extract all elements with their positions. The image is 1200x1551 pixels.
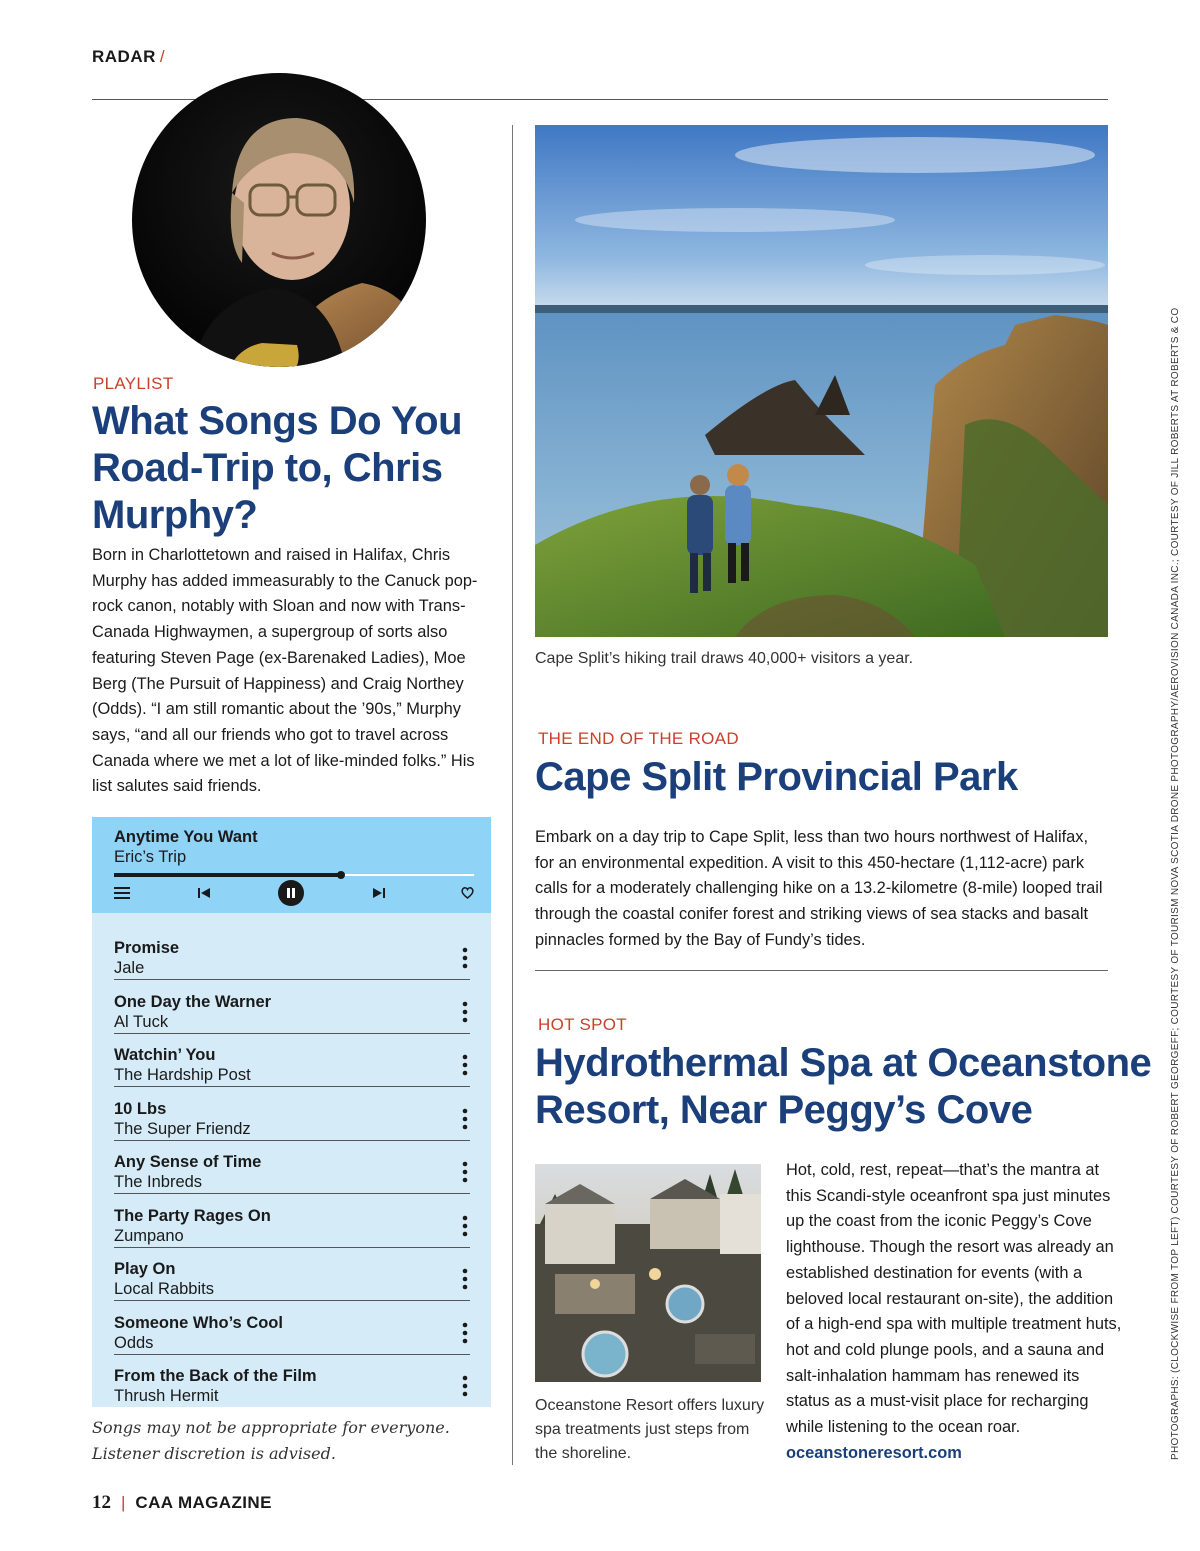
oceanstone-link[interactable]: oceanstoneresort.com	[786, 1443, 962, 1462]
heart-icon[interactable]	[457, 880, 477, 906]
more-vertical-icon[interactable]	[462, 1374, 468, 1398]
more-vertical-icon[interactable]	[462, 1214, 468, 1238]
track-row[interactable]	[114, 1354, 470, 1407]
page-number: 12	[92, 1492, 111, 1513]
track-artist: Odds	[114, 1333, 154, 1352]
photo-credit: PHOTOGRAPHS: (CLOCKWISE FROM TOP LEFT) COURTESY OF ROBERT GEORGEFF; COURTESY OF TOURISM NOVA SCOTIA DRONE PHOTOGRAPHY/AEROVISION CANADA INC.; COURTESY OF JILL ROBERTS AT ROBERTS & CO	[1170, 307, 1181, 1460]
cape-split-kicker: THE END OF THE ROAD	[538, 729, 739, 748]
track-row[interactable]	[114, 1033, 470, 1086]
track-artist: Jale	[114, 959, 145, 977]
playlist-disclaimer: Songs may not be appropriate for everyone. Listener discretion is advised.	[92, 1418, 450, 1463]
track-artist: The Inbreds	[114, 1173, 203, 1191]
cape-split-photo	[535, 125, 1108, 637]
track-title: One Day the Warner	[114, 992, 272, 1011]
hot-spot-kicker: HOT SPOT	[538, 1015, 627, 1034]
track-title: From the Back of the Film	[114, 1367, 317, 1385]
page-footer	[92, 1492, 272, 1514]
track-row[interactable]	[114, 1247, 470, 1300]
track-row[interactable]	[114, 926, 470, 979]
footer-separator: |	[121, 1493, 126, 1512]
playlist-kicker: PLAYLIST	[93, 374, 174, 393]
now-playing-title: Anytime You Want	[114, 828, 258, 846]
track-row[interactable]	[114, 1301, 470, 1354]
next-icon[interactable]	[369, 880, 389, 906]
pause-icon[interactable]	[277, 880, 305, 906]
track-artist: Zumpano	[114, 1226, 184, 1245]
section-label	[92, 47, 165, 67]
previous-icon[interactable]	[194, 880, 214, 906]
track-artist: The Super Friendz	[114, 1119, 251, 1138]
oceanstone-photo	[535, 1164, 761, 1382]
more-vertical-icon[interactable]	[462, 1107, 468, 1131]
track-title: The Party Rages On	[114, 1206, 271, 1225]
section-rule	[535, 970, 1108, 971]
more-vertical-icon[interactable]	[462, 946, 468, 970]
hot-spot-body	[786, 1158, 1126, 1466]
more-vertical-icon[interactable]	[462, 1160, 468, 1184]
track-row[interactable]	[114, 1140, 470, 1193]
menu-icon[interactable]	[112, 880, 132, 906]
magazine-name: CAA MAGAZINE	[135, 1493, 272, 1512]
oceanstone-caption: Oceanstone Resort offers luxury spa treatments just steps from the shoreline.	[535, 1397, 765, 1462]
cape-split-caption: Cape Split’s hiking trail draws 40,000+ visitors a year.	[535, 650, 914, 667]
hot-spot-headline: Hydrothermal Spa at Oceanstone Resort, Near Peggy’s Cove	[535, 1041, 1152, 1132]
more-vertical-icon[interactable]	[462, 1053, 468, 1077]
track-title: Promise	[114, 939, 180, 957]
more-vertical-icon[interactable]	[462, 1000, 468, 1024]
more-vertical-icon[interactable]	[462, 1321, 468, 1345]
cape-split-headline: Cape Split Provincial Park	[535, 755, 1018, 799]
track-row[interactable]	[114, 1194, 470, 1247]
track-artist: Local Rabbits	[114, 1280, 214, 1298]
track-row[interactable]	[114, 980, 470, 1033]
progress-handle[interactable]	[337, 871, 345, 879]
track-title: Any Sense of Time	[114, 1153, 262, 1171]
track-title: Watchin’ You	[114, 1046, 216, 1064]
playlist-body: Born in Charlottetown and raised in Halifax, Chris Murphy has added immeasurably to the Canuck pop-rock canon, notably with Sloan and now with Trans-Canada Highwaymen, a supergroup of sorts also featuring Steven Page (ex-Barenaked Ladies), Moe Berg (The Pursuit of Happiness) and Craig Northey (Odds). “I am still romantic about the ’90s,” Murphy says, “and all our friends who got to travel across Canada where we met a lot of like-minded folks.” His list salutes said friends.	[92, 546, 478, 796]
progress-fill	[114, 873, 341, 877]
column-divider	[512, 125, 513, 1465]
track-artist: Al Tuck	[114, 1012, 169, 1031]
playlist-headline: What Songs Do You Road-Trip to, Chris Murphy?	[92, 399, 462, 537]
now-playing-artist: Eric’s Trip	[114, 848, 187, 866]
hot-spot-body-text: Hot, cold, rest, repeat—that’s the mantra at this Scandi-style oceanfront spa just minutes up the coast from the iconic Peggy’s Cove lighthouse. Though the resort was already an established destination for events (with a beloved local restaurant on-site), the addition of a high-end spa with multiple treatment huts, hot and cold plunge pools, and a sauna and salt-inhalation hammam has renewed its status as a must-visit place for recharging while listening to the ocean roar.	[786, 1161, 1122, 1437]
track-title: Play On	[114, 1260, 176, 1278]
portrait-photo	[132, 73, 426, 367]
section-name: RADAR	[92, 47, 156, 66]
track-title: 10 Lbs	[114, 1099, 167, 1118]
track-artist: The Hardship Post	[114, 1066, 251, 1084]
section-slash: /	[159, 47, 166, 66]
track-row[interactable]	[114, 1087, 470, 1140]
more-vertical-icon[interactable]	[462, 1267, 468, 1291]
track-artist: Thrush Hermit	[114, 1387, 219, 1405]
track-title: Someone Who’s Cool	[114, 1313, 283, 1332]
cape-split-body: Embark on a day trip to Cape Split, less than two hours northwest of Halifax, for an environmental expedition. A visit to this 450-hectare (1,112-acre) park calls for a moderately challenging hike on a 13.2-kilometre (8-mile) looped trail through the coastal conifer forest and striking views of sea stacks and basalt pinnacles formed by the Bay of Fundy’s tides.	[535, 828, 1103, 949]
